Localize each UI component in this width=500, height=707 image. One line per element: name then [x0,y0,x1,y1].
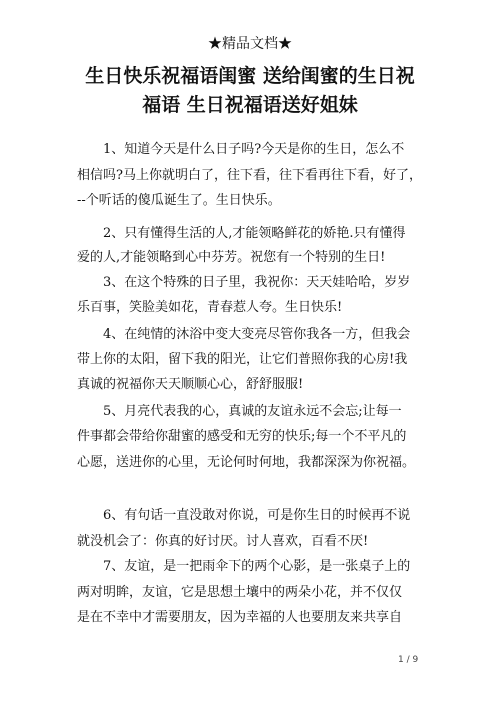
paragraph-7-line-2: 两对明眸，友谊，它是思想土壤中的两朵小花，并不仅仅 [77,585,403,600]
paragraph-4-line-3: 真诚的祝福你天天顺顺心心，舒舒服服! [77,377,304,392]
paragraph-2-line-2: 爱的人,才能领略到心中芬芳。祝您有一个特别的生日! [77,250,386,265]
paragraph-1-line-3: --个听话的傻瓜诞生了。生日快乐。 [77,193,281,208]
paragraph-7-line-1: 7、友谊，是一把雨伞下的两个心影，是一张桌子上的 [103,559,411,574]
paragraph-4-line-2: 带上你的太阳，留下我的阳光，让它们普照你我的心房!我 [77,352,408,367]
page-header: ★精品文档★ [208,36,292,52]
page-number: 1 / 9 [398,655,419,665]
paragraph-5-line-2: 件事都会带给你甜蜜的感受和无穷的快乐;每一个不平凡的 [77,429,407,444]
title-line: 福语 生日祝福语送好姐妹 [142,94,358,116]
paragraph-1-line-1: 1、知道今天是什么日子吗?今天是你的生日，怎么不 [103,142,405,157]
paragraph-6-line-2: 就没机会了：你真的好讨厌。讨人喜欢，百看不厌! [77,534,369,549]
paragraph-6-line-1: 6、有句话一直没敢对你说，可是你生日的时候再不说 [103,508,411,523]
paragraph-7-line-3: 是在不幸中才需要朋友，因为幸福的人也要朋友来共享自 [77,610,403,625]
paragraph-4-line-1: 4、在纯情的沐浴中变大变亮尽管你我各一方，但我会 [103,327,411,342]
paragraph-5-line-3: 心愿，送进你的心里，无论何时何地，我都深深为你祝福。 [77,455,416,470]
paragraph-5-line-1: 5、月亮代表我的心，真诚的友谊永远不会忘;让每一 [103,404,402,419]
paragraph-2-line-1: 2、只有懂得生活的人,才能领略鲜花的娇艳.只有懂得 [103,226,406,241]
paragraph-3-line-2: 乐百事，笑脸美如花，青春惹人夸。生日快乐! [77,300,343,315]
paragraph-1-line-2: 相信吗?马上你就明白了，往下看，往下看再往下看，好了， [77,168,422,183]
title-line: 生日快乐祝福语闺蜜 送给闺蜜的生日祝 [85,65,415,87]
document-title [60,62,440,120]
paragraph-3-line-1: 3、在这个特殊的日子里，我祝你：天天娃哈哈，岁岁 [103,275,411,290]
